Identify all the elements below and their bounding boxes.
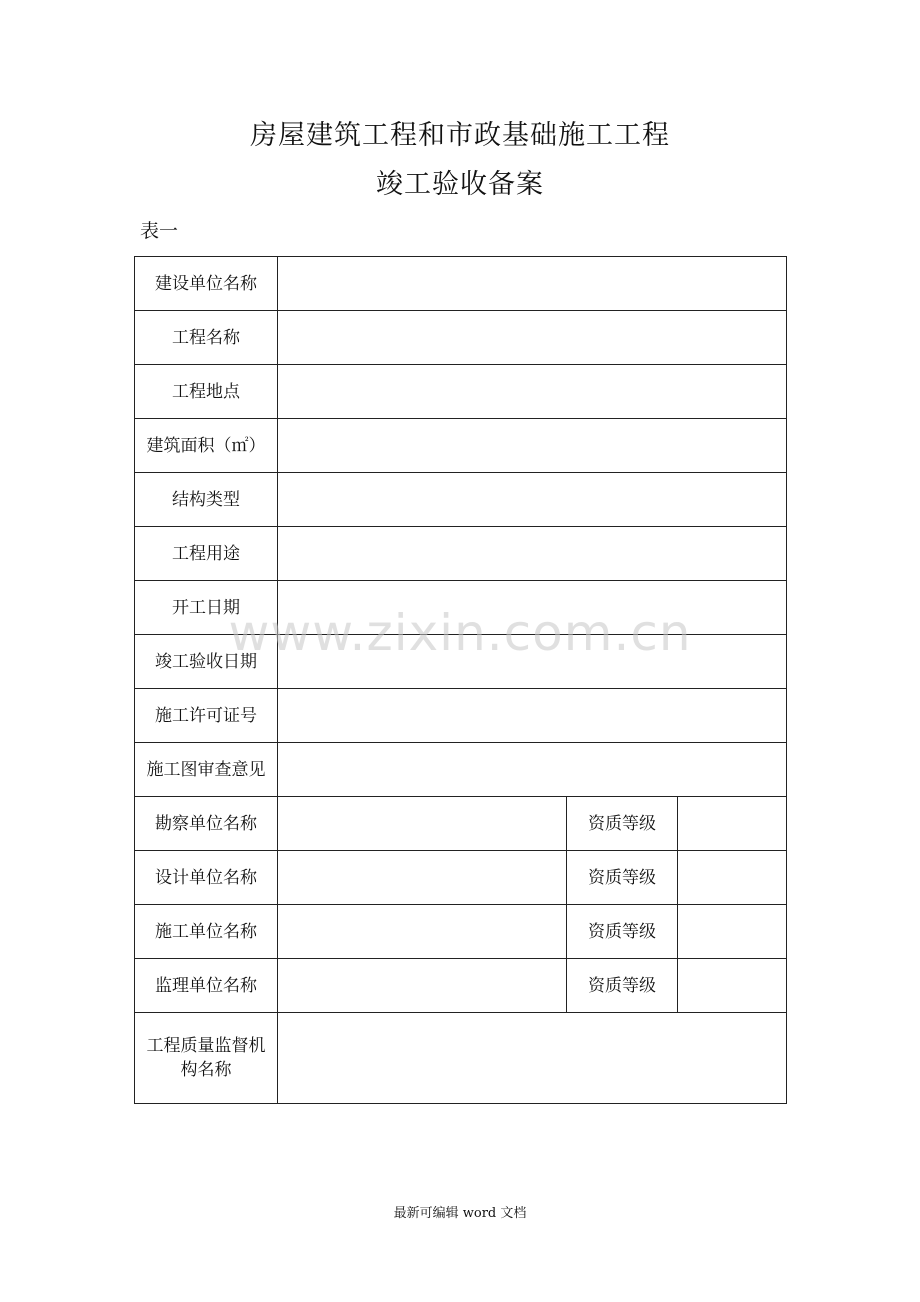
page-footer: 最新可编辑 word 文档 — [393, 1206, 527, 1221]
field-value-design-unit[interactable] — [278, 851, 567, 905]
table-row — [135, 257, 787, 311]
field-value-start-date[interactable] — [278, 581, 787, 635]
field-value-structure-type[interactable] — [278, 473, 787, 527]
field-value-permit-number[interactable] — [278, 689, 787, 743]
table-row — [135, 419, 787, 473]
table-row — [135, 959, 787, 1013]
field-label-project-location: 工程地点 — [135, 365, 278, 419]
field-label-design-unit: 设计单位名称 — [135, 851, 278, 905]
table-row — [135, 581, 787, 635]
field-label-builder-unit: 施工单位名称 — [135, 905, 278, 959]
field-value-supervision-unit[interactable] — [278, 959, 567, 1013]
table-row — [135, 851, 787, 905]
table-row — [135, 635, 787, 689]
field-label-drawing-review: 施工图审查意见 — [135, 743, 278, 797]
table-row — [135, 1013, 787, 1104]
table-row — [135, 905, 787, 959]
field-label-survey-unit: 勘察单位名称 — [135, 797, 278, 851]
field-label-supervision-unit: 监理单位名称 — [135, 959, 278, 1013]
qualification-label: 资质等级 — [567, 959, 678, 1013]
field-label-project-use: 工程用途 — [135, 527, 278, 581]
field-value-builder-unit[interactable] — [278, 905, 567, 959]
table-label: 表一 — [140, 220, 179, 242]
field-label-start-date: 开工日期 — [135, 581, 278, 635]
field-value-quality-supervision-agency[interactable] — [278, 1013, 787, 1104]
field-value-project-use[interactable] — [278, 527, 787, 581]
field-label-construction-unit: 建设单位名称 — [135, 257, 278, 311]
watermark: www.zixin.com.cn — [228, 604, 692, 662]
qualification-label: 资质等级 — [567, 851, 678, 905]
field-value-acceptance-date[interactable] — [278, 635, 787, 689]
field-value-construction-unit[interactable] — [278, 257, 787, 311]
field-label-project-name: 工程名称 — [135, 311, 278, 365]
table-row — [135, 527, 787, 581]
field-value-design-qualification[interactable] — [678, 851, 787, 905]
field-value-project-location[interactable] — [278, 365, 787, 419]
table-row — [135, 797, 787, 851]
field-value-builder-qualification[interactable] — [678, 905, 787, 959]
document-subtitle: 竣工验收备案 — [376, 169, 544, 200]
field-value-project-name[interactable] — [278, 311, 787, 365]
field-label-quality-supervision-agency: 工程质量监督机构名称 — [135, 1013, 278, 1104]
qualification-label: 资质等级 — [567, 905, 678, 959]
field-value-drawing-review[interactable] — [278, 743, 787, 797]
field-label-building-area: 建筑面积（㎡） — [135, 419, 278, 473]
field-value-building-area[interactable] — [278, 419, 787, 473]
field-value-survey-qualification[interactable] — [678, 797, 787, 851]
table-row — [135, 365, 787, 419]
qualification-label: 资质等级 — [567, 797, 678, 851]
field-value-survey-unit[interactable] — [278, 797, 567, 851]
table-row — [135, 311, 787, 365]
filing-form-table — [134, 256, 787, 1104]
field-label-permit-number: 施工许可证号 — [135, 689, 278, 743]
field-label-structure-type: 结构类型 — [135, 473, 278, 527]
table-row — [135, 473, 787, 527]
table-row — [135, 743, 787, 797]
field-label-acceptance-date: 竣工验收日期 — [135, 635, 278, 689]
document-title: 房屋建筑工程和市政基础施工工程 — [250, 120, 670, 151]
field-value-supervision-qualification[interactable] — [678, 959, 787, 1013]
table-row — [135, 689, 787, 743]
